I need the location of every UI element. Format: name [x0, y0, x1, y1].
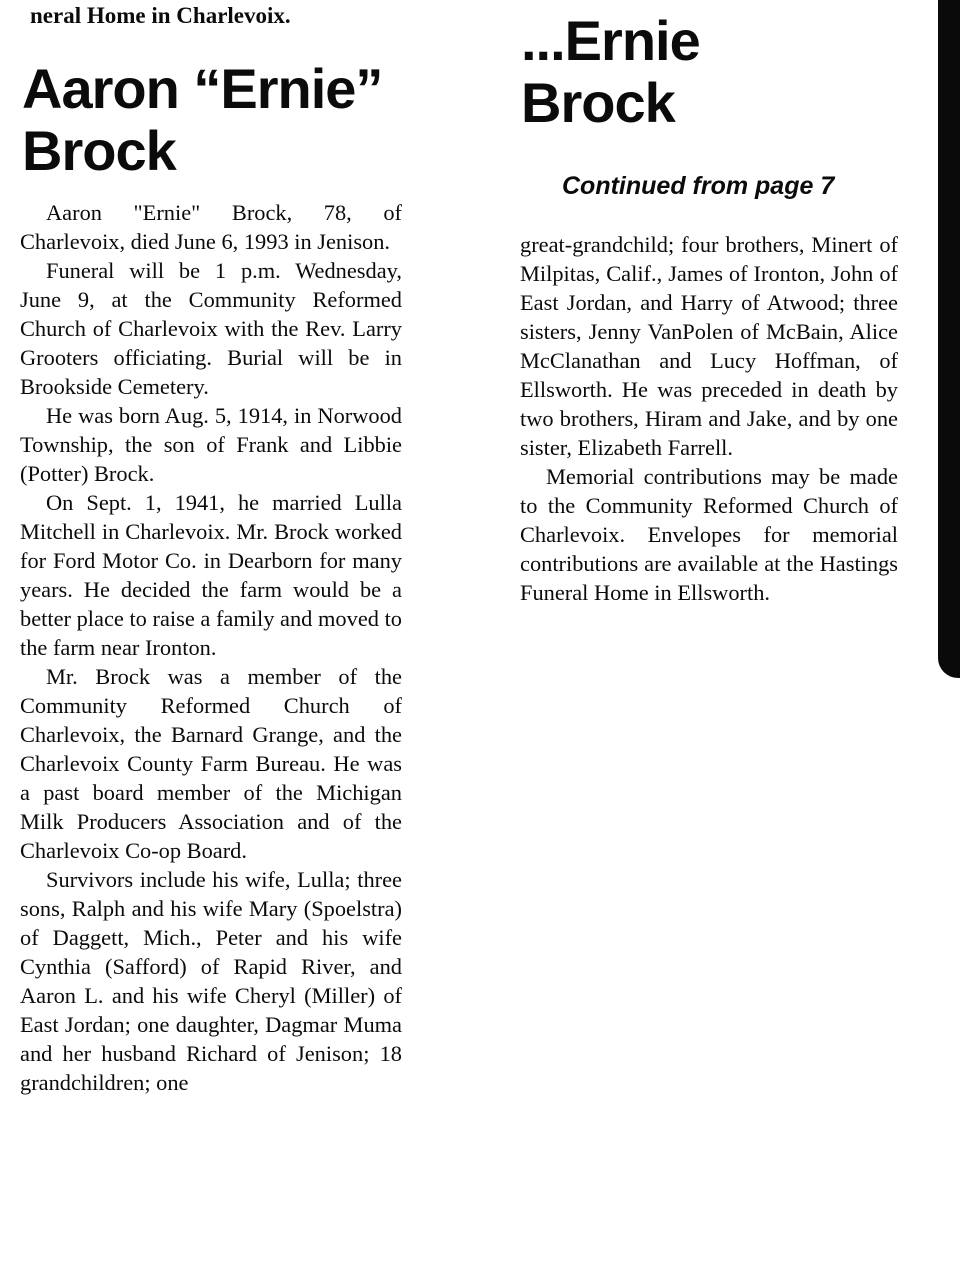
- headline-line-1: Aaron “Ernie”: [22, 57, 383, 120]
- continued-from-label: Continued from page 7: [562, 172, 835, 200]
- paragraph: On Sept. 1, 1941, he married Lulla Mitchell in Charlevoix. Mr. Brock worked for Ford Motor Co. in Dearborn for many years. He decided the farm would be a better place to raise a family and moved to the farm near Ironton.: [20, 490, 402, 660]
- headline-line-1: ...Ernie: [521, 9, 700, 72]
- obituary-body-right-column: [520, 230, 898, 607]
- paragraph: He was born Aug. 5, 1914, in Norwood Township, the son of Frank and Libbie (Potter) Brock.: [20, 403, 402, 486]
- paragraph: great-grandchild; four brothers, Minert of Milpitas, Calif., James of Ironton, John of East Jordan, and Harry of Atwood; three sisters, Jenny VanPolen of McBain, Alice McClanathan and Lucy Hoffman, of Ellsworth. He was preceded in death by two brothers, Hiram and Jake, and by one sister, Elizabeth Farrell.: [520, 232, 898, 460]
- continuation-headline: [521, 10, 821, 134]
- paragraph: Funeral will be 1 p.m. Wednesday, June 9, at the Community Reformed Church of Charlevoix with the Rev. Larry Grooters officiating. Burial will be in Brookside Cemetery.: [20, 258, 402, 399]
- obituary-body-left-column: [20, 198, 402, 1097]
- paragraph: Mr. Brock was a member of the Community Reformed Church of Charlevoix, the Barnard Grange, and the Charlevoix County Farm Bureau. He was a past board member of the Michigan Milk Producers Association and of the Charlevoix Co-op Board.: [20, 664, 402, 863]
- previous-article-fragment: neral Home in Charlevoix.: [30, 3, 291, 28]
- headline-line-2: Brock: [521, 71, 675, 134]
- paragraph: Memorial contributions may be made to the Community Reformed Church of Charlevoix. Envelopes for memorial contributions are available at the Hastings Funeral Home in Ellsworth.: [520, 464, 898, 605]
- paragraph: Survivors include his wife, Lulla; three sons, Ralph and his wife Mary (Spoelstra) of Daggett, Mich., Peter and his wife Cynthia (Safford) of Rapid River, and Aaron L. and his wife Cheryl (Miller) of East Jordan; one daughter, Dagmar Muma and her husband Richard of Jenison; 18 grandchildren; one: [20, 867, 402, 1095]
- paragraph: Aaron "Ernie" Brock, 78, of Charlevoix, died June 6, 1993 in Jenison.: [20, 200, 402, 254]
- obituary-headline: [22, 58, 402, 182]
- page-edge-border: [938, 0, 960, 678]
- headline-line-2: Brock: [22, 119, 176, 182]
